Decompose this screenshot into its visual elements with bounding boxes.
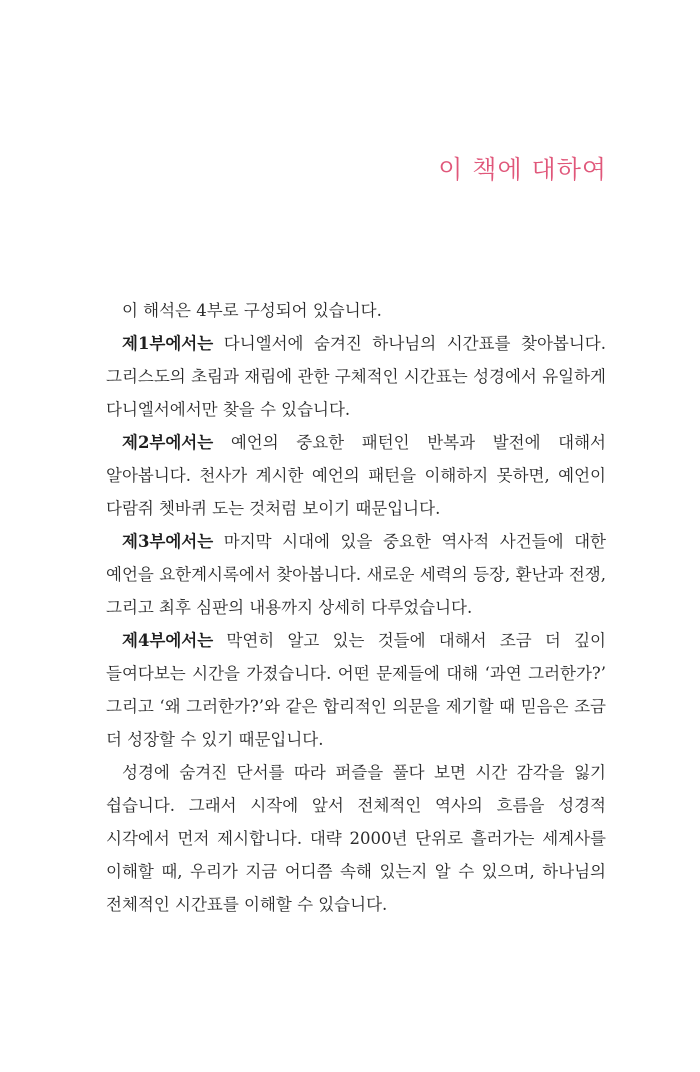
paragraph-part-2 <box>106 426 606 525</box>
paragraph-text: 성경에 숨겨진 단서를 따라 퍼즐을 풀다 보면 시간 감각을 잃기 쉽습니다. 그래서 시작에 앞서 전체적인 역사의 흐름을 성경적 시각에서 먼저 제시합니다. 대략 2000년 단위로 흘러가는 세계사를 이해할 때, 우리가 지금 어디쯤 속해 있는지 알 수 있으며, 하나님의 전체적인 시간표를 이해할 수 있습니다. <box>106 763 606 914</box>
paragraph-closing <box>106 756 606 921</box>
paragraph-part-1 <box>106 327 606 426</box>
paragraph-text: 이 해석은 4부로 구성되어 있습니다. <box>122 301 382 320</box>
paragraph-intro <box>106 294 606 327</box>
paragraph-lead: 제3부에서는 <box>122 532 214 551</box>
paragraph-part-3 <box>106 525 606 624</box>
body-text <box>106 294 606 921</box>
chapter-title: 이 책에 대하여 <box>438 155 607 184</box>
paragraph-text: 막연히 알고 있는 것들에 대해서 조금 더 깊이 들여다보는 시간을 가졌습니다. 어떤 문제들에 대해 ‘과연 그러한가?’ 그리고 ‘왜 그러한가?’와 같은 합리적인 의문을 제기할 때 믿음은 조금 더 성장할 수 있기 때문입니다. <box>106 631 606 749</box>
paragraph-text: 다니엘서에 숨겨진 하나님의 시간표를 찾아봅니다. 그리스도의 초림과 재림에 관한 구체적인 시간표는 성경에서 유일하게 다니엘서에서만 찾을 수 있습니다. <box>106 334 606 419</box>
paragraph-text: 마지막 시대에 있을 중요한 역사적 사건들에 대한 예언을 요한계시록에서 찾아봅니다. 새로운 세력의 등장, 환난과 전쟁, 그리고 최후 심판의 내용까지 상세히 다루었습니다. <box>106 532 606 617</box>
paragraph-lead: 제1부에서는 <box>122 334 214 353</box>
paragraph-lead: 제2부에서는 <box>122 433 214 452</box>
paragraph-part-4 <box>106 624 606 756</box>
paragraph-text: 예언의 중요한 패턴인 반복과 발전에 대해서 알아봅니다. 천사가 계시한 예언의 패턴을 이해하지 못하면, 예언이 다람쥐 쳇바퀴 도는 것처럼 보이기 때문입니다. <box>106 433 606 518</box>
paragraph-lead: 제4부에서는 <box>122 631 214 650</box>
